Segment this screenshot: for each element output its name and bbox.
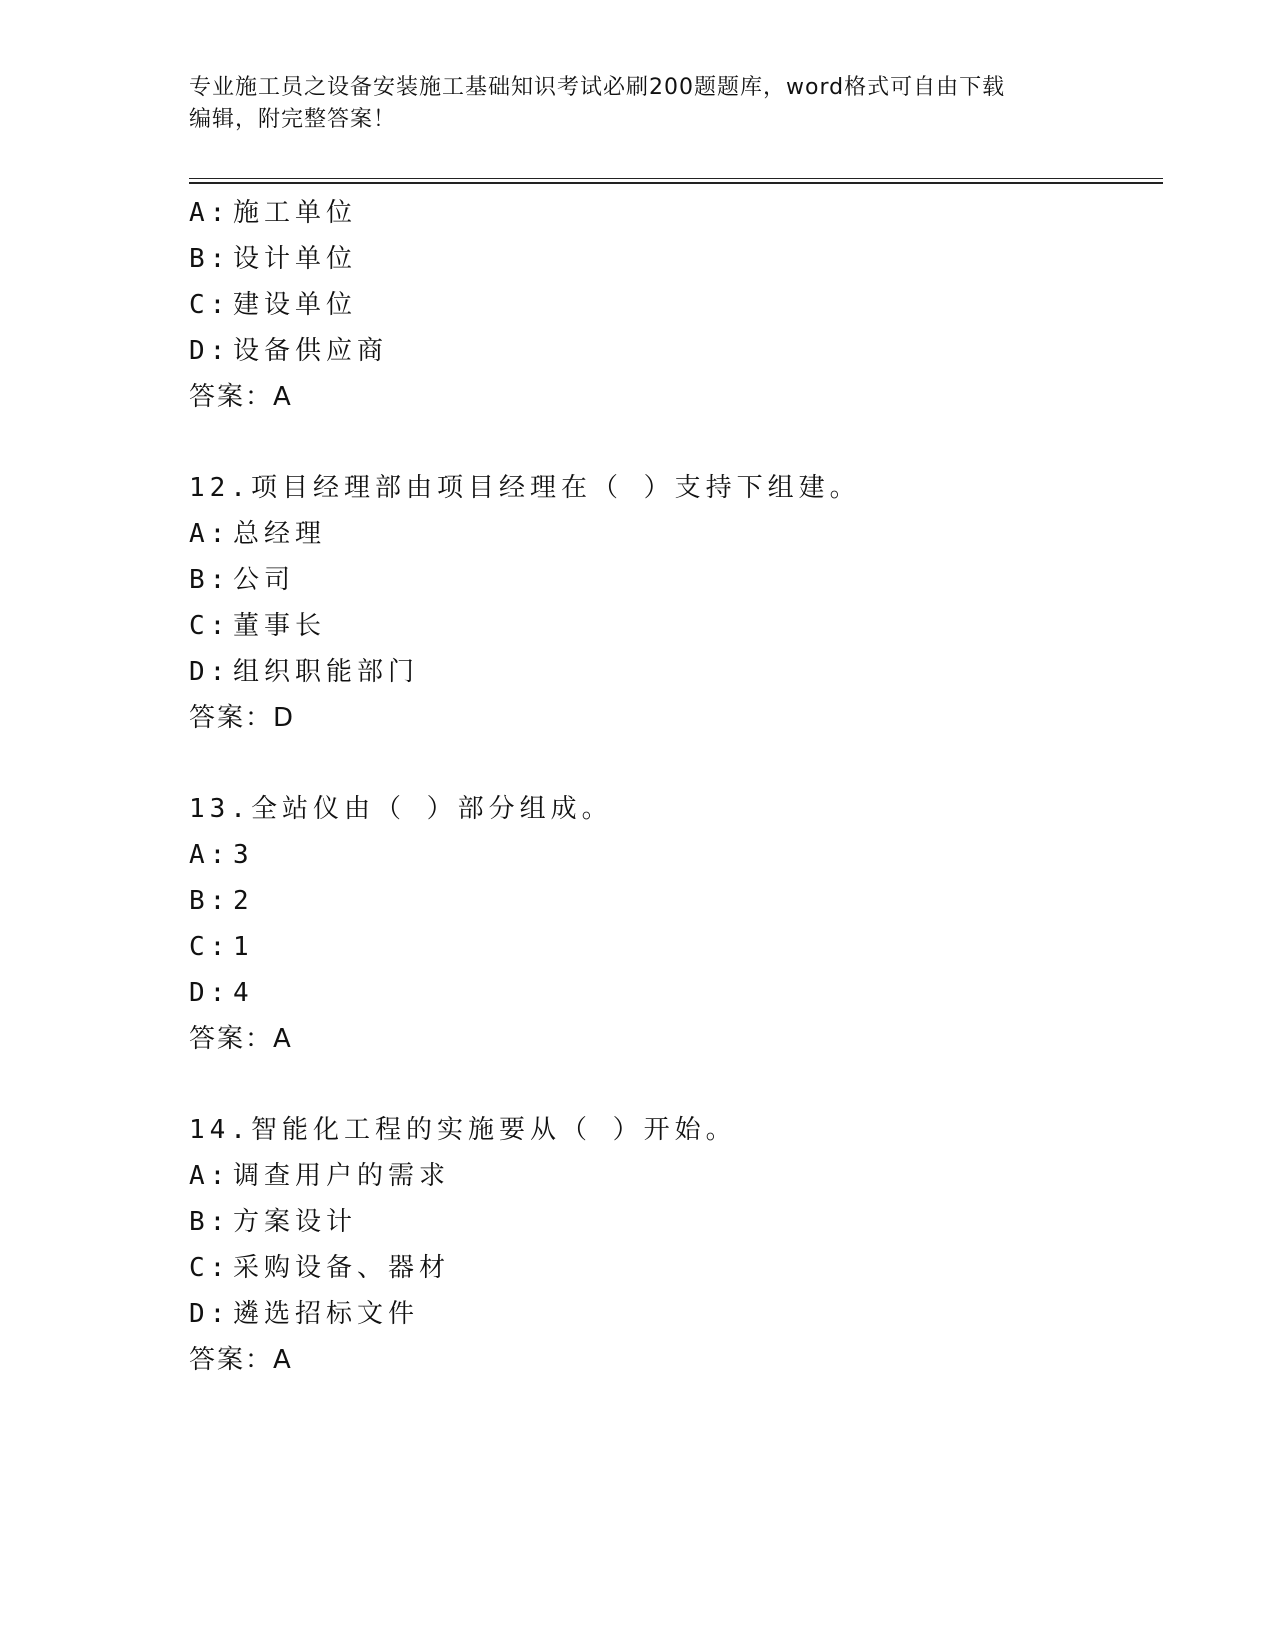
question-13	[189, 786, 1163, 1062]
question-text: 14.智能化工程的实施要从（ ）开始。	[189, 1115, 737, 1145]
option-d: D: 遴选招标文件	[189, 1299, 420, 1329]
header-line-2: 编辑，附完整答案！	[189, 107, 397, 132]
option-b: B: 2	[189, 886, 254, 916]
header-divider-thick	[189, 182, 1163, 184]
answer-line: 答案：D	[189, 703, 296, 733]
option-d: D: 4	[189, 978, 254, 1008]
header-line-1: 专业施工员之设备安装施工基础知识考试必刷200题题库，word格式可自由下载	[189, 75, 1006, 100]
option-a: A: 总经理	[189, 519, 327, 549]
option-b: B: 方案设计	[189, 1207, 358, 1237]
spacer	[189, 1062, 1163, 1107]
option-a: A: 调查用户的需求	[189, 1161, 451, 1191]
option-a: A: 施工单位	[189, 198, 358, 228]
header-divider-thin	[189, 178, 1163, 179]
option-c: C: 董事长	[189, 611, 327, 641]
answer-line: 答案：A	[189, 1345, 293, 1375]
answer-line: 答案：A	[189, 382, 293, 412]
question-text: 13.全站仪由（ ）部分组成。	[189, 794, 613, 824]
option-c: C: 1	[189, 932, 254, 962]
option-c: C: 采购设备、器材	[189, 1253, 451, 1283]
question-list	[189, 190, 1163, 1383]
spacer	[189, 741, 1163, 786]
document-header	[189, 72, 1069, 136]
question-text: 12.项目经理部由项目经理在（ ）支持下组建。	[189, 473, 861, 503]
option-d: D: 组织职能部门	[189, 657, 420, 687]
question-11	[189, 190, 1163, 420]
option-a: A: 3	[189, 840, 254, 870]
option-c: C: 建设单位	[189, 290, 358, 320]
spacer	[189, 420, 1163, 465]
option-d: D: 设备供应商	[189, 336, 389, 366]
option-b: B: 公司	[189, 565, 296, 595]
question-12	[189, 465, 1163, 741]
answer-line: 答案：A	[189, 1024, 293, 1054]
question-14	[189, 1107, 1163, 1383]
option-b: B: 设计单位	[189, 244, 358, 274]
